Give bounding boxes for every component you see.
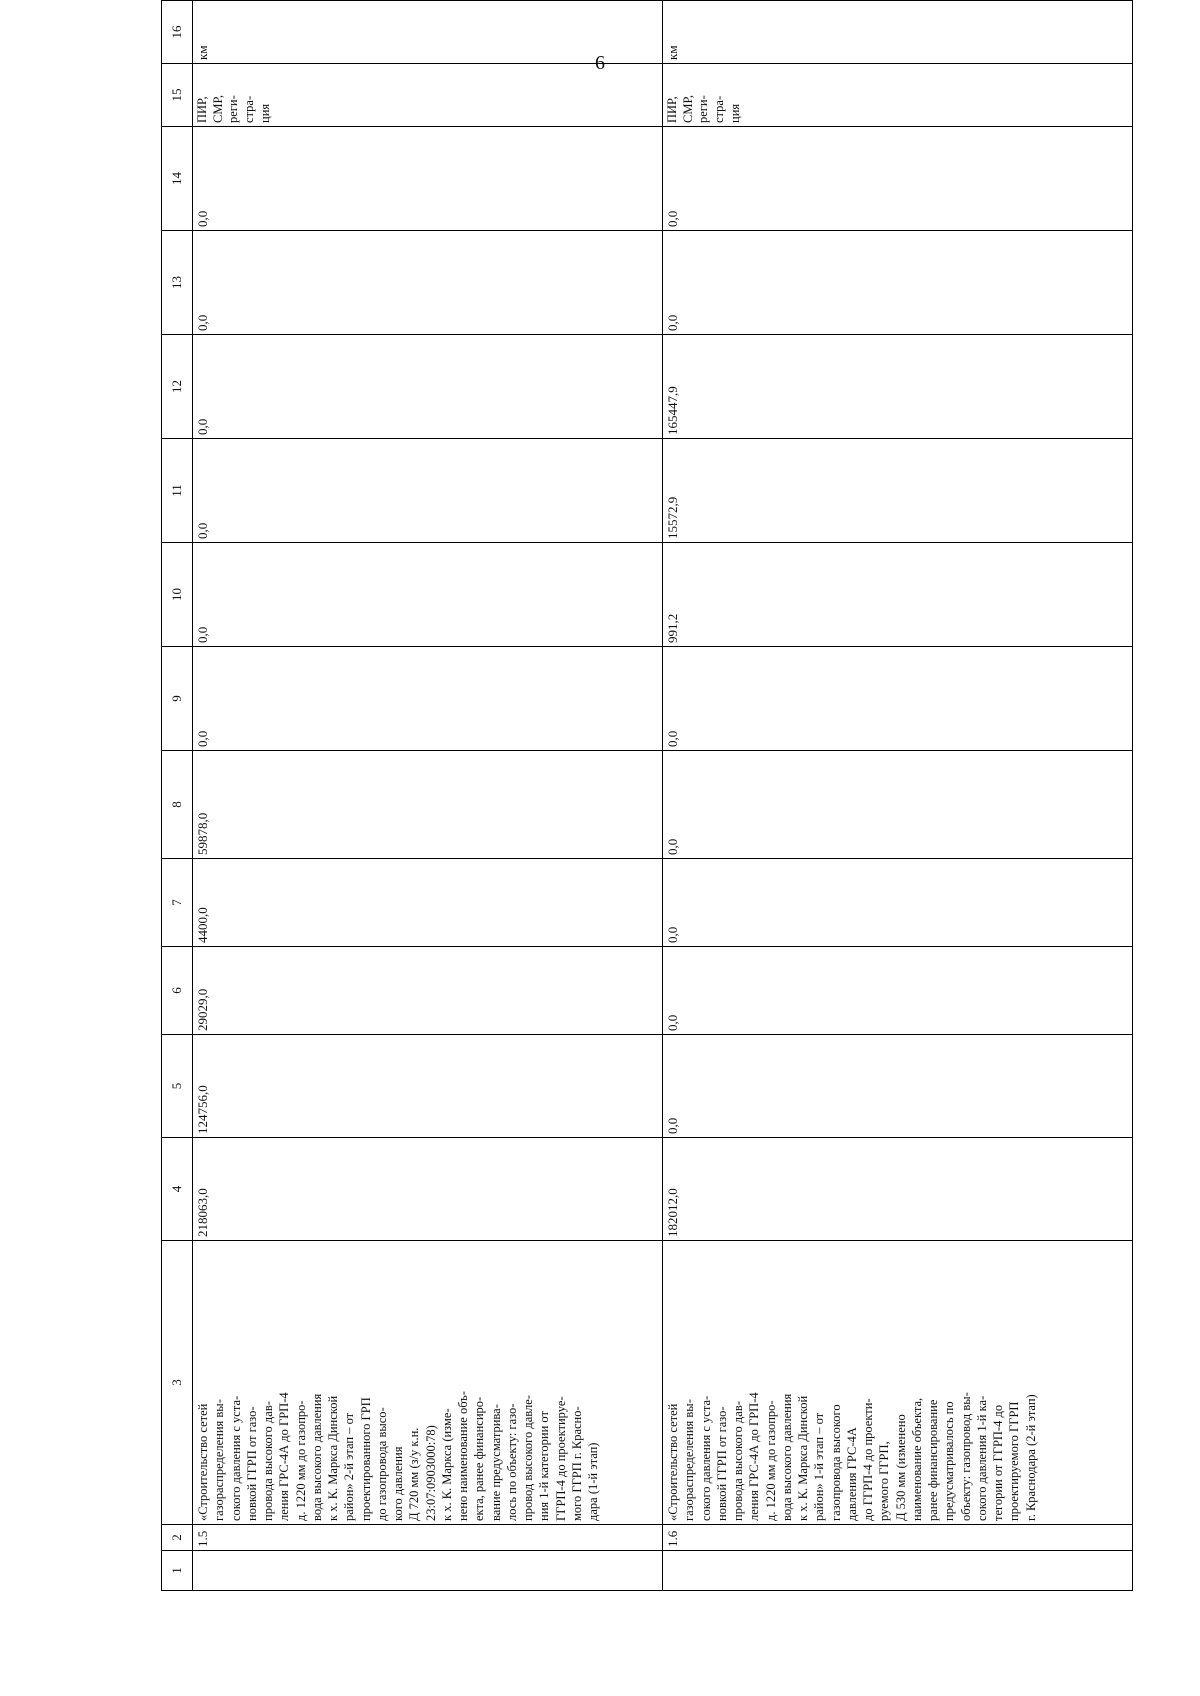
- value-col5: 0,0: [663, 1035, 1133, 1138]
- header-cell: 5: [162, 1035, 193, 1138]
- value-col4: 218063,0: [193, 1138, 663, 1241]
- header-cell: 15: [162, 64, 193, 127]
- unit: км: [193, 1, 663, 64]
- header-row: [162, 0, 193, 1591]
- header-cell: 4: [162, 1138, 193, 1241]
- header-cell: 8: [162, 751, 193, 859]
- header-cell: 2: [162, 1525, 193, 1551]
- value-col12: 165447,9: [663, 335, 1133, 439]
- work-type: ПИР, СМР, реги- стра- ция: [193, 64, 663, 127]
- value-col7: 4400,0: [193, 859, 663, 947]
- header-cell: 9: [162, 647, 193, 751]
- row-cell-col1: [663, 1551, 1133, 1591]
- page-number: 6: [595, 52, 605, 74]
- work-type: ПИР, СМР, реги- стра- ция: [663, 64, 1133, 127]
- value-col8: 0,0: [663, 751, 1133, 859]
- value-col9: 0,0: [193, 647, 663, 751]
- value-col5: 124756,0: [193, 1035, 663, 1138]
- value-col6: 29029,0: [193, 947, 663, 1035]
- value-col11: 15572,9: [663, 439, 1133, 543]
- object-name: «Строительство сетей газораспределения вы- сокого давления с уста- новкой ГГРП от газо- провода высокого дав- ления ГРС-4А до ГРП-4 д. 1220 мм до газопро- вода высокого давления к х. К. Маркса Динской район» 2-й этап – от проектированного ГРП до газопровода высо- кого давления Д 720 мм (з/у к.н. 23:07:0903000:78) к х. К. Маркса (изме- нено наименование объ- екта, ранее финансиро- вание предусматрива- лось по объекту: газо- провод высокого давле- ния 1-й категории от ГГРП-4 до проектируе- мого ГГРП г. Красно- дара (1-й этап): [193, 1241, 663, 1525]
- header-cell: [162, 0, 193, 1]
- value-col9: 0,0: [663, 647, 1133, 751]
- value-col17: [663, 0, 1133, 1]
- table-row: [663, 0, 1133, 1591]
- value-col17: [193, 0, 663, 1]
- value-col10: 991,2: [663, 543, 1133, 647]
- row-number: 1.6: [663, 1525, 1133, 1551]
- value-col12: 0,0: [193, 335, 663, 439]
- unit: км: [663, 1, 1133, 64]
- rotated-table-container: [161, 25, 1128, 1591]
- table-row: [193, 0, 663, 1591]
- value-col11: 0,0: [193, 439, 663, 543]
- value-col14: 0,0: [663, 127, 1133, 231]
- row-number: 1.5: [193, 1525, 663, 1551]
- header-cell: 16: [162, 1, 193, 64]
- value-col4: 182012,0: [663, 1138, 1133, 1241]
- row-cell-col1: [193, 1551, 663, 1591]
- value-col10: 0,0: [193, 543, 663, 647]
- value-col6: 0,0: [663, 947, 1133, 1035]
- header-cell: 13: [162, 231, 193, 335]
- value-col8: 59878,0: [193, 751, 663, 859]
- header-cell: 7: [162, 859, 193, 947]
- value-col14: 0,0: [193, 127, 663, 231]
- header-cell: 14: [162, 127, 193, 231]
- value-col7: 0,0: [663, 859, 1133, 947]
- header-cell: 10: [162, 543, 193, 647]
- object-name: «Строительство сетей газораспределения вы- сокого давления с уста- новкой ГГРП от газо- провода высокого дав- ления ГРС-4А до ГРП-4 д. 1220 мм до газопро- вода высокого давления к х. К. Маркса Динской район» 1-й этап – от газопровода высокого давления ГРС-4А до ГГРП-4 до проекти- руемого ГГРП, Д 530 мм (изменено наименование объекта, ранее финансирование предусматривалось по объекту: газопровод вы- сокого давления 1-й ка- тегории от ГГРП-4 до проектируемого ГГРП г. Краснодара (2-й этап): [663, 1241, 1133, 1525]
- value-col13: 0,0: [193, 231, 663, 335]
- header-cell: 6: [162, 947, 193, 1035]
- header-cell: 3: [162, 1241, 193, 1525]
- header-cell: 1: [162, 1551, 193, 1591]
- value-col13: 0,0: [663, 231, 1133, 335]
- budget-table: [161, 0, 1133, 1591]
- header-cell: 11: [162, 439, 193, 543]
- header-cell: 12: [162, 335, 193, 439]
